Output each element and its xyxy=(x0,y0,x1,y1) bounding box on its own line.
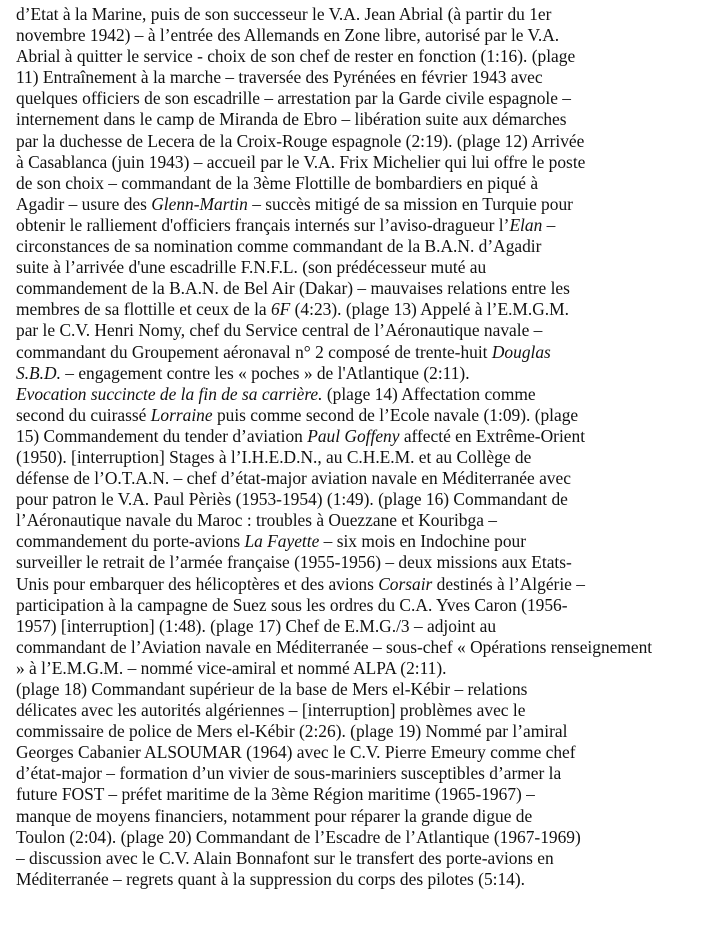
text-segment: Agadir – usure des xyxy=(16,193,152,214)
text-segment: d’Etat à la Marine, puis de son successeur le V.A. Jean Abrial (à partir du 1er xyxy=(16,4,552,24)
text-segment: Georges Cabanier ALSOUMAR (1964) avec le C.V. Pierre Emeury comme chef xyxy=(16,742,576,763)
text-segment: Méditerranée – regrets quant à la suppression du corps des pilotes (5:14). xyxy=(16,868,526,889)
text-line xyxy=(16,552,696,573)
text-segment: – six mois en Indochine pour xyxy=(319,531,527,552)
text-segment: commandement du porte-avions xyxy=(16,531,245,552)
text-segment: commandant de l’Aviation navale en Méditerranée – sous-chef « Opérations renseignement xyxy=(16,636,653,657)
text-segment: commandant du Groupement aéronaval n° 2 composé de trente-huit xyxy=(16,341,492,362)
text-line xyxy=(16,299,696,320)
text-segment: pour patron le V.A. Paul Pèriès (1953-1954) (1:49). (plage 16) Commandant de xyxy=(16,489,568,510)
text-line xyxy=(16,278,696,299)
text-line xyxy=(16,510,696,531)
text-segment: surveiller le retrait de l’armée française (1955-1956) – deux missions aux Etats- xyxy=(16,552,572,573)
text-line xyxy=(16,384,696,405)
text-line xyxy=(16,320,696,341)
text-segment: suite à l’arrivée d'une escadrille F.N.F.L. (son prédécesseur muté au xyxy=(16,257,487,278)
text-line xyxy=(16,67,696,88)
text-line xyxy=(16,4,696,25)
text-line xyxy=(16,46,696,67)
italic-text-segment: La Fayette xyxy=(244,531,320,552)
text-segment: membres de sa flottille et ceux de la xyxy=(16,299,271,320)
italic-text-segment: Lorraine xyxy=(150,404,213,425)
text-line xyxy=(16,468,696,489)
text-line xyxy=(16,763,696,784)
text-segment: Toulon (2:04). (plage 20) Commandant de l’Escadre de l’Atlantique (1967-1969) xyxy=(16,826,581,847)
text-segment: (plage 14) Affectation comme xyxy=(322,383,536,404)
text-line xyxy=(16,721,696,742)
text-segment: par le C.V. Henri Nomy, chef du Service central de l’Aéronautique navale – xyxy=(16,320,543,341)
text-segment: délicates avec les autorités algériennes – [interruption] problèmes avec le xyxy=(16,700,526,721)
text-line xyxy=(16,88,696,109)
text-segment: future FOST – préfet maritime de la 3ème Région maritime (1965-1967) – xyxy=(16,784,535,805)
text-segment: affecté en Extrême-Orient xyxy=(399,425,586,446)
text-line xyxy=(16,236,696,257)
italic-text-segment: Elan xyxy=(509,214,543,235)
text-line xyxy=(16,342,696,363)
text-segment: » à l’E.M.G.M. – nommé vice-amiral et nommé ALPA (2:11). xyxy=(16,657,447,678)
document-text-body xyxy=(16,4,696,890)
text-line xyxy=(16,742,696,763)
text-segment: de son choix – commandant de la 3ème Flottille de bombardiers en piqué à xyxy=(16,172,539,193)
italic-text-segment: 6F xyxy=(270,299,291,320)
text-line xyxy=(16,426,696,447)
text-segment: manque de moyens financiers, notamment pour réparer la grande digue de xyxy=(16,805,533,826)
text-line xyxy=(16,194,696,215)
text-segment: 15) Commandement du tender d’aviation xyxy=(16,425,308,446)
text-segment: (1950). [interruption] Stages à l’I.H.E.D.N., au C.H.E.M. et au Collège de xyxy=(16,446,532,467)
text-line xyxy=(16,489,696,510)
text-segment: destinés à l’Algérie – xyxy=(432,573,585,594)
text-line xyxy=(16,848,696,869)
text-line xyxy=(16,531,696,552)
text-line xyxy=(16,152,696,173)
text-line xyxy=(16,574,696,595)
text-line xyxy=(16,173,696,194)
text-line xyxy=(16,869,696,890)
text-line xyxy=(16,131,696,152)
text-segment: participation à la campagne de Suez sous les ordres du C.A. Yves Caron (1956- xyxy=(16,594,568,615)
text-segment: – discussion avec le C.V. Alain Bonnafont sur le transfert des porte-avions en xyxy=(16,847,554,868)
text-line xyxy=(16,827,696,848)
text-line xyxy=(16,363,696,384)
text-segment: quelques officiers de son escadrille – arrestation par la Garde civile espagnole – xyxy=(16,88,571,109)
text-line xyxy=(16,109,696,130)
text-segment: novembre 1942) – à l’entrée des Allemands en Zone libre, autorisé par le V.A. xyxy=(16,25,560,46)
italic-text-segment: Glenn-Martin xyxy=(151,193,248,214)
text-line xyxy=(16,595,696,616)
text-line xyxy=(16,784,696,805)
text-segment: internement dans le camp de Miranda de Ebro – libération suite aux démarches xyxy=(16,109,567,130)
italic-text-segment: S.B.D. xyxy=(16,362,61,383)
text-segment: défense de l’O.T.A.N. – chef d’état-major aviation navale en Méditerranée avec xyxy=(16,468,571,489)
text-segment: (4:23). (plage 13) Appelé à l’E.M.G.M. xyxy=(290,299,569,320)
italic-text-segment: Corsair xyxy=(378,573,433,594)
italic-text-segment: Evocation succincte de la fin de sa carrière. xyxy=(16,383,323,404)
italic-text-segment: Paul Goffeny xyxy=(307,425,400,446)
text-line xyxy=(16,257,696,278)
text-segment: 11) Entraînement à la marche – traversée des Pyrénées en février 1943 avec xyxy=(16,67,543,88)
text-line xyxy=(16,25,696,46)
text-segment: puis comme second de l’Ecole navale (1:09). (plage xyxy=(212,404,579,425)
text-segment: Unis pour embarquer des hélicoptères et des avions xyxy=(16,573,379,594)
text-segment: second du cuirassé xyxy=(16,404,151,425)
text-segment: l’Aéronautique navale du Maroc : troubles à Ouezzane et Kouribga – xyxy=(16,510,497,531)
text-segment: (plage 18) Commandant supérieur de la base de Mers el-Kébir – relations xyxy=(16,679,528,699)
text-line xyxy=(16,616,696,637)
text-segment: par la duchesse de Lecera de la Croix-Rouge espagnole (2:19). (plage 12) Arrivée xyxy=(16,130,585,151)
text-segment: – engagement contre les « poches » de l'Atlantique (2:11). xyxy=(60,362,470,383)
text-segment: – succès mitigé de sa mission en Turquie pour xyxy=(247,193,573,214)
text-line xyxy=(16,405,696,426)
text-segment: – xyxy=(542,214,556,235)
text-segment: à Casablanca (juin 1943) – accueil par le V.A. Frix Michelier qui lui offre le poste xyxy=(16,151,586,172)
text-segment: 1957) [interruption] (1:48). (plage 17) Chef de E.M.G./3 – adjoint au xyxy=(16,615,497,636)
text-line xyxy=(16,806,696,827)
text-segment: obtenir le ralliement d'officiers français internés sur l’aviso-dragueur l’ xyxy=(16,214,510,235)
text-segment: Abrial à quitter le service - choix de son chef de rester en fonction (1:16). (plage xyxy=(16,46,576,67)
text-line xyxy=(16,658,696,679)
text-segment: commissaire de police de Mers el-Kébir (2:26). (plage 19) Nommé par l’amiral xyxy=(16,721,568,742)
text-line xyxy=(16,447,696,468)
text-segment: commandement de la B.A.N. de Bel Air (Dakar) – mauvaises relations entre les xyxy=(16,278,570,299)
text-segment: circonstances de sa nomination comme commandant de la B.A.N. d’Agadir xyxy=(16,236,542,257)
text-line xyxy=(16,215,696,236)
text-line xyxy=(16,700,696,721)
text-line xyxy=(16,637,696,658)
text-line xyxy=(16,679,696,700)
italic-text-segment: Douglas xyxy=(491,341,551,362)
text-segment: d’état-major – formation d’un vivier de sous-mariniers susceptibles d’armer la xyxy=(16,763,562,784)
